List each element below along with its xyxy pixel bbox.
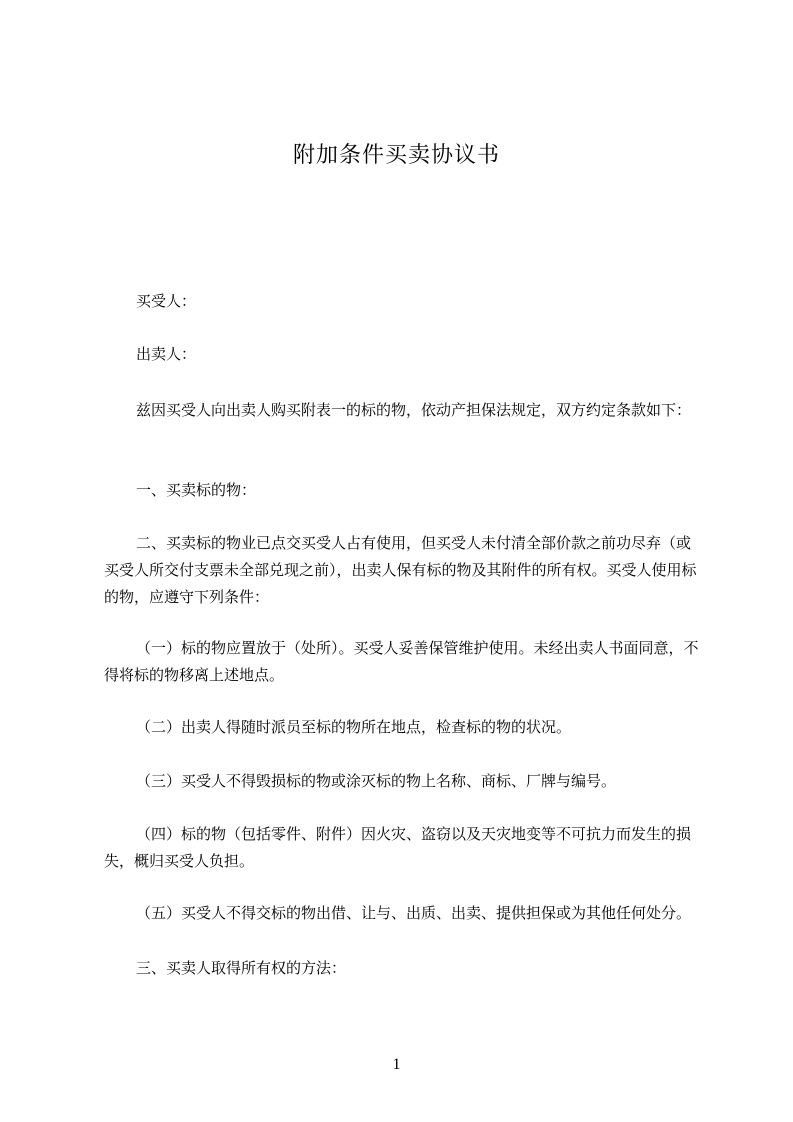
- sub-clause-4: （四）标的物（包括零件、附件）因火灾、盗窃以及天灾地变等不可抗力而发生的损失，概归买受人负担。: [104, 825, 692, 870]
- sub-clause-2: （二）出卖人得随时派员至标的物所在地点，检查标的物的状况。: [136, 718, 572, 736]
- sub-clause-5: （五）买受人不得交标的物出借、让与、出质、出卖、提供担保或为其他任何处分。: [136, 904, 692, 922]
- sub-clause-3: （三）买受人不得毁损标的物或涂灭标的物上名称、商标、厂牌与编号。: [136, 772, 617, 790]
- page-number: 1: [392, 1056, 401, 1073]
- buyer-line: 买受人：: [136, 292, 197, 310]
- document-title: 附加条件买卖协议书: [292, 143, 500, 168]
- seller-line: 出卖人：: [136, 345, 197, 363]
- clause-3-heading: 三、买卖人取得所有权的方法：: [136, 959, 347, 977]
- clause-2-paragraph: 二、买卖标的物业已点交买受人占有使用，但买受人未付清全部价款之前功尽弃（或买受人所交付支票未全部兑现之前），出卖人保有标的物及其附件的所有权。买受人使用标的物，应遵守下列条件：: [104, 534, 697, 606]
- intro-paragraph: 兹因买受人向出卖人购买附表一的标的物，依动产担保法规定，双方约定条款如下：: [136, 401, 692, 419]
- sub-clause-1: （一）标的物应置放于（处所）。买受人妥善保管维护使用。未经出卖人书面同意，不得将标的物移离上述地点。: [104, 639, 699, 684]
- clause-1-heading: 一、买卖标的物：: [136, 481, 257, 499]
